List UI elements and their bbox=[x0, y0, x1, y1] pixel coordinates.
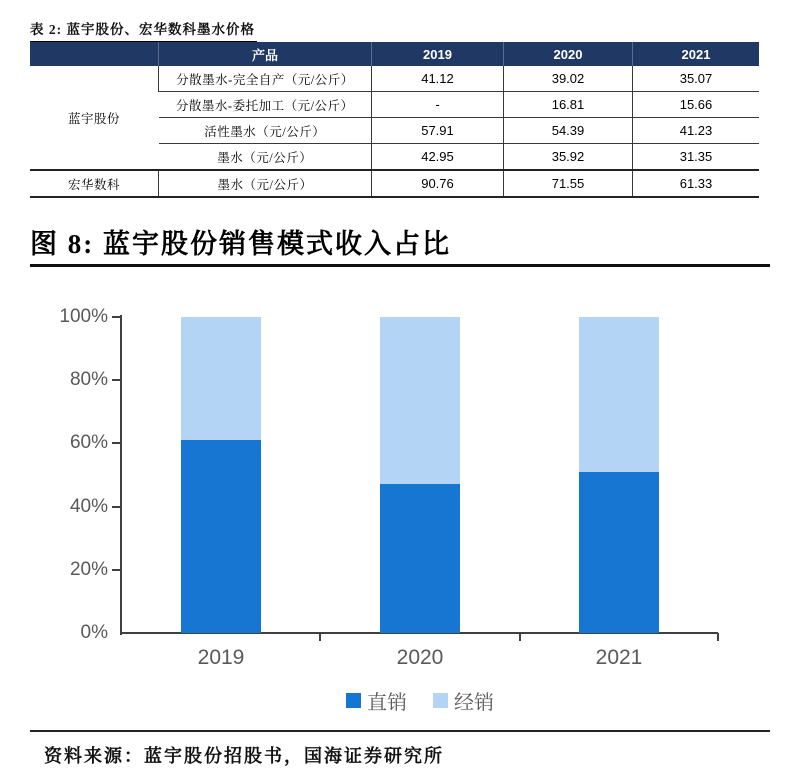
value-cell: 16.81 bbox=[504, 92, 633, 118]
y-axis-tick-label: 20% bbox=[69, 558, 108, 580]
value-cell: 90.76 bbox=[372, 170, 504, 197]
x-tick-mark bbox=[717, 633, 719, 641]
y-tick-mark bbox=[112, 316, 120, 318]
value-cell: 35.92 bbox=[504, 144, 633, 171]
value-cell: 57.91 bbox=[372, 118, 504, 144]
value-cell: 35.07 bbox=[633, 66, 760, 92]
value-cell: 41.12 bbox=[372, 66, 504, 92]
product-cell: 墨水（元/公斤） bbox=[159, 170, 372, 197]
bar-direct-sales-2021 bbox=[579, 472, 659, 633]
source-text: 蓝宇股份招股书，国海证券研究所 bbox=[144, 746, 444, 766]
figure-title: 图 8: 蓝宇股份销售模式收入占比 bbox=[30, 229, 451, 259]
chart-legend bbox=[122, 686, 718, 715]
bar-distribution-2019 bbox=[181, 317, 261, 440]
bar-distribution-2021 bbox=[579, 317, 659, 472]
y-axis-tick-label: 80% bbox=[69, 369, 108, 391]
table-caption: 表 2: 蓝宇股份、宏华数科墨水价格 bbox=[30, 18, 257, 43]
table-header-cell-2021: 2021 bbox=[633, 42, 760, 66]
table-header-cell-2020: 2020 bbox=[504, 42, 633, 66]
y-axis-tick-label: 0% bbox=[80, 622, 108, 643]
x-axis-category-label: 2019 bbox=[197, 646, 245, 669]
value-cell: 42.95 bbox=[372, 144, 504, 171]
value-cell: 61.33 bbox=[633, 170, 760, 197]
value-cell: 54.39 bbox=[504, 118, 633, 144]
product-cell: 分散墨水-委托加工（元/公斤） bbox=[159, 92, 372, 118]
table-header-cell-2019: 2019 bbox=[372, 42, 504, 66]
company-cell: 宏华数科 bbox=[30, 170, 159, 197]
y-axis-line bbox=[120, 315, 122, 635]
x-tick-mark bbox=[319, 633, 321, 641]
x-axis-category-label: 2020 bbox=[396, 646, 444, 669]
table-header-cell-产品: 产品 bbox=[159, 42, 372, 66]
bar-distribution-2020 bbox=[380, 317, 460, 484]
source-divider-rule bbox=[30, 730, 770, 732]
y-axis-tick-label: 100% bbox=[59, 306, 108, 327]
source-note bbox=[44, 742, 444, 768]
y-tick-mark bbox=[112, 506, 120, 508]
product-cell: 墨水（元/公斤） bbox=[159, 144, 372, 171]
y-tick-mark bbox=[112, 379, 120, 381]
value-cell: - bbox=[372, 92, 504, 118]
bar-direct-sales-2019 bbox=[181, 440, 261, 633]
legend-swatch-icon bbox=[346, 693, 361, 708]
y-tick-mark bbox=[112, 569, 120, 571]
legend-item-直销 bbox=[346, 686, 407, 715]
legend-item-经销 bbox=[433, 686, 494, 715]
legend-swatch-icon bbox=[433, 693, 448, 708]
value-cell: 31.35 bbox=[633, 144, 760, 171]
y-tick-mark bbox=[112, 442, 120, 444]
x-axis-category-label: 2021 bbox=[595, 646, 643, 669]
value-cell: 71.55 bbox=[504, 170, 633, 197]
y-axis-tick-label: 40% bbox=[69, 495, 108, 517]
source-label: 资料来源： bbox=[44, 746, 144, 766]
value-cell: 41.23 bbox=[633, 118, 760, 144]
value-cell: 39.02 bbox=[504, 66, 633, 92]
x-tick-mark bbox=[519, 633, 521, 641]
legend-label: 直销 bbox=[367, 692, 407, 714]
company-cell: 蓝宇股份 bbox=[30, 66, 159, 170]
product-cell: 分散墨水-完全自产（元/公斤） bbox=[159, 66, 372, 92]
y-axis-tick-label: 60% bbox=[69, 432, 108, 454]
value-cell: 15.66 bbox=[633, 92, 760, 118]
legend-label: 经销 bbox=[454, 692, 494, 714]
product-cell: 活性墨水（元/公斤） bbox=[159, 118, 372, 144]
bar-direct-sales-2020 bbox=[380, 484, 460, 633]
